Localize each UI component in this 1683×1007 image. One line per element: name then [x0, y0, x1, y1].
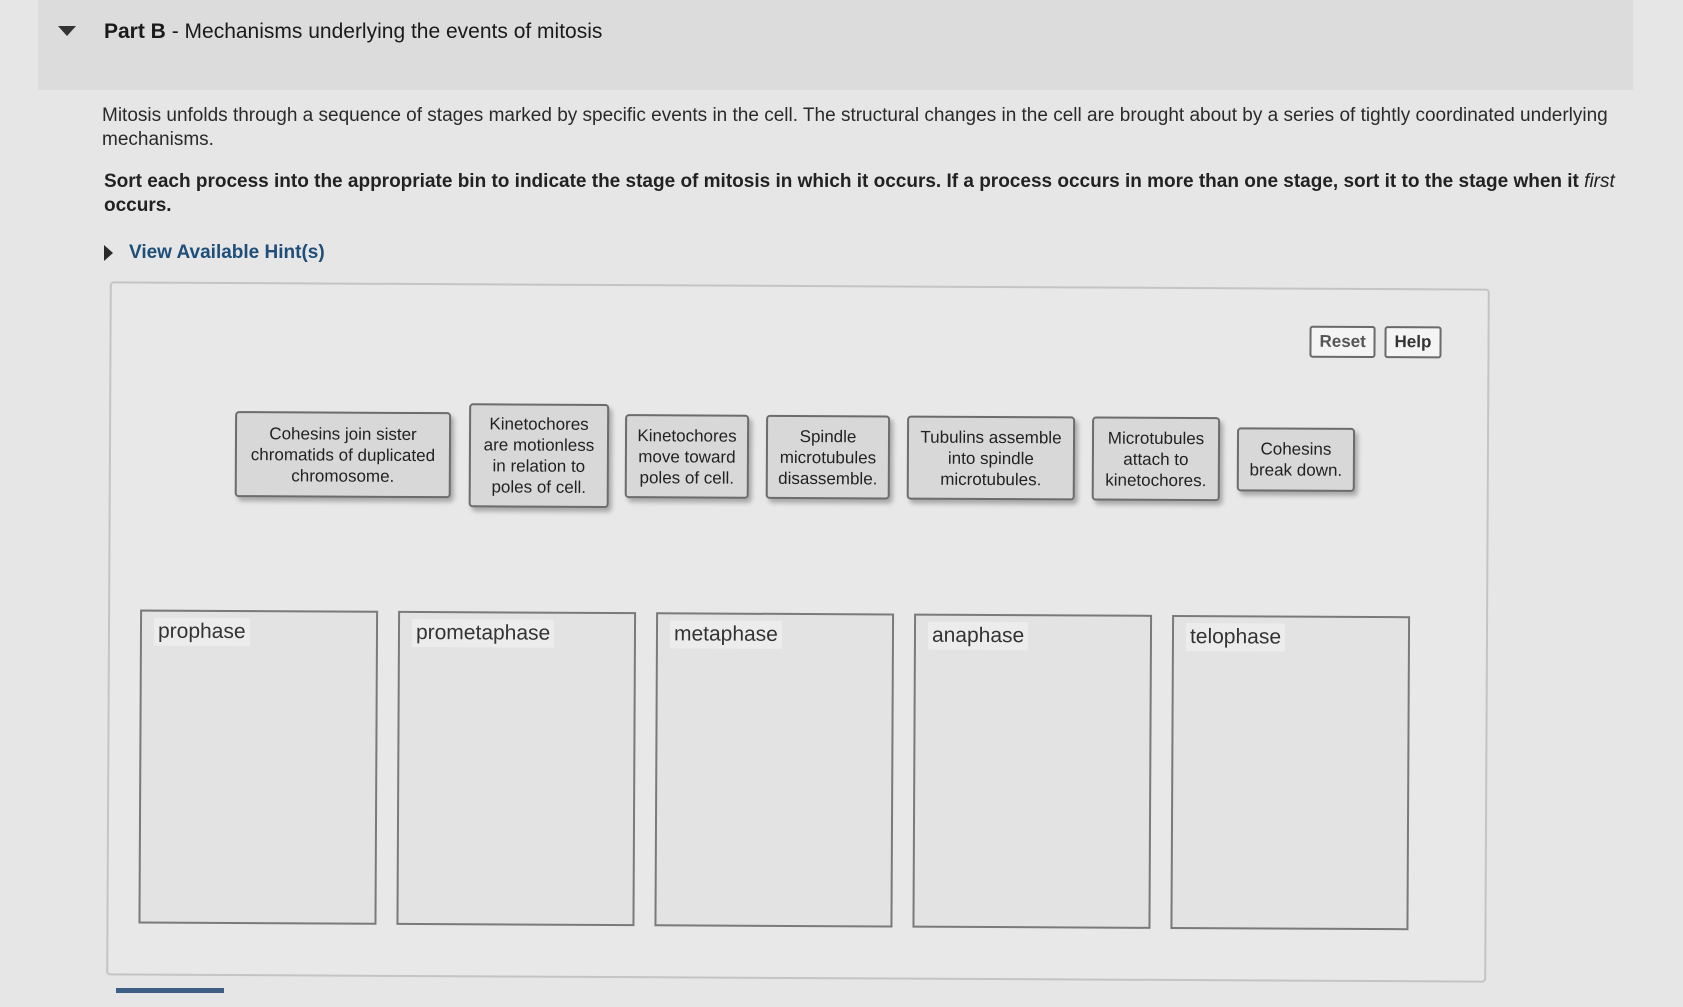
- bin-metaphase[interactable]: [654, 612, 894, 927]
- intro-text: Mitosis unfolds through a sequence of stages marked by specific events in the cell. The structural changes in the cell are brought about by a series of tightly coordinated underlying mechanisms.: [102, 105, 1608, 150]
- expand-caret-icon: [104, 245, 113, 261]
- hint-toggle[interactable]: [104, 240, 325, 266]
- bin-label: anaphase: [928, 622, 1028, 651]
- instructions-end: occurs.: [104, 195, 172, 216]
- process-tile[interactable]: Cohesins break down.: [1237, 427, 1355, 492]
- process-tile[interactable]: Microtubules attach to kinetochores.: [1092, 417, 1220, 502]
- instructions-text: [104, 170, 1624, 218]
- instructions-main: Sort each process into the appropriate bin to indicate the stage of mitosis in which it occurs. If a process occurs in more than one stage, sort it to the stage when it: [104, 171, 1585, 192]
- bin-label: telophase: [1186, 623, 1285, 652]
- part-header: [38, 0, 1633, 90]
- bin-telophase[interactable]: [1170, 615, 1410, 930]
- bin-prometaphase[interactable]: [396, 611, 636, 926]
- bin-anaphase[interactable]: [912, 614, 1152, 929]
- bin-label: metaphase: [670, 620, 782, 649]
- process-tile[interactable]: Tubulins assemble into spindle microtubules.: [907, 416, 1075, 501]
- bin-label: prometaphase: [412, 619, 554, 648]
- progress-indicator: [116, 988, 224, 993]
- bin-prophase[interactable]: [138, 610, 378, 925]
- reset-button[interactable]: Reset: [1309, 326, 1375, 358]
- process-tile[interactable]: Kinetochores are motionless in relation to poles of cell.: [469, 403, 610, 508]
- help-button[interactable]: Help: [1384, 326, 1441, 358]
- collapse-caret-icon[interactable]: [58, 26, 76, 36]
- process-tile[interactable]: Cohesins join sister chromatids of duplicated chromosome.: [235, 411, 451, 498]
- instructions-emphasis: first: [1584, 171, 1615, 192]
- process-tile[interactable]: Kinetochores move toward poles of cell.: [625, 414, 749, 499]
- part-title-text: - Mechanisms underlying the events of mitosis: [165, 20, 603, 43]
- process-tile[interactable]: Spindle microtubules disassemble.: [766, 415, 890, 500]
- part-label: Part B: [104, 20, 166, 43]
- hint-link[interactable]: View Available Hint(s): [129, 242, 325, 263]
- part-title: [104, 20, 602, 44]
- bin-label: prophase: [154, 618, 250, 647]
- sorting-workspace: [106, 281, 1490, 982]
